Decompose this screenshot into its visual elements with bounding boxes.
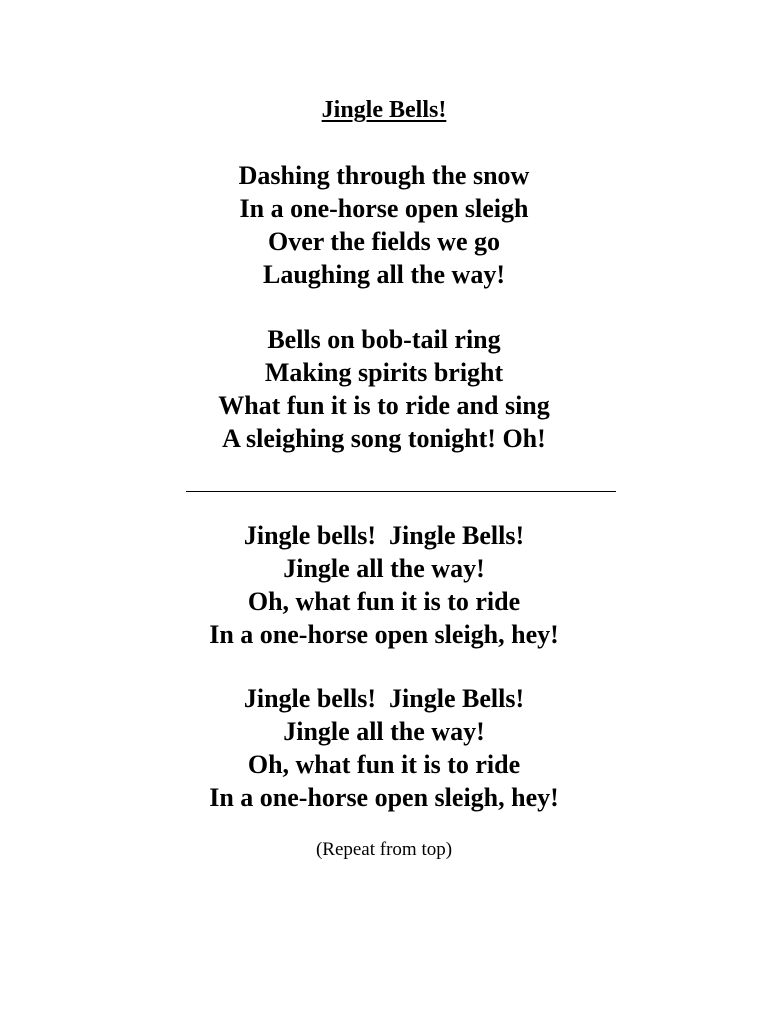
section-divider [186, 491, 616, 492]
chorus-line: In a one-horse open sleigh, hey! [209, 620, 559, 649]
song-title [0, 95, 768, 125]
repeat-note: (Repeat from top) [315, 839, 453, 860]
verse-line: Bells on bob-tail ring [267, 325, 501, 354]
song-title-text: Jingle Bells! [321, 97, 447, 123]
verse-2 [0, 323, 768, 455]
chorus-line: Oh, what fun it is to ride [247, 587, 521, 616]
verse-line: In a one-horse open sleigh [239, 194, 529, 223]
verse-line: Laughing all the way! [263, 260, 505, 289]
chorus-line: Jingle all the way! [283, 717, 485, 746]
chorus-1 [0, 519, 768, 651]
chorus-line: Jingle bells! Jingle Bells! [243, 521, 525, 550]
verse-line: What fun it is to ride and sing [218, 391, 550, 420]
verse-line: Dashing through the snow [238, 161, 530, 190]
chorus-line: Oh, what fun it is to ride [247, 750, 521, 779]
chorus-2 [0, 682, 768, 814]
verse-line: A sleighing song tonight! Oh! [222, 424, 546, 453]
chorus-line: Jingle all the way! [283, 554, 485, 583]
verse-line: Making spirits bright [264, 358, 504, 387]
chorus-line: Jingle bells! Jingle Bells! [243, 684, 525, 713]
verse-1 [0, 159, 768, 291]
chorus-line: In a one-horse open sleigh, hey! [209, 783, 559, 812]
verse-line: Over the fields we go [267, 227, 501, 256]
